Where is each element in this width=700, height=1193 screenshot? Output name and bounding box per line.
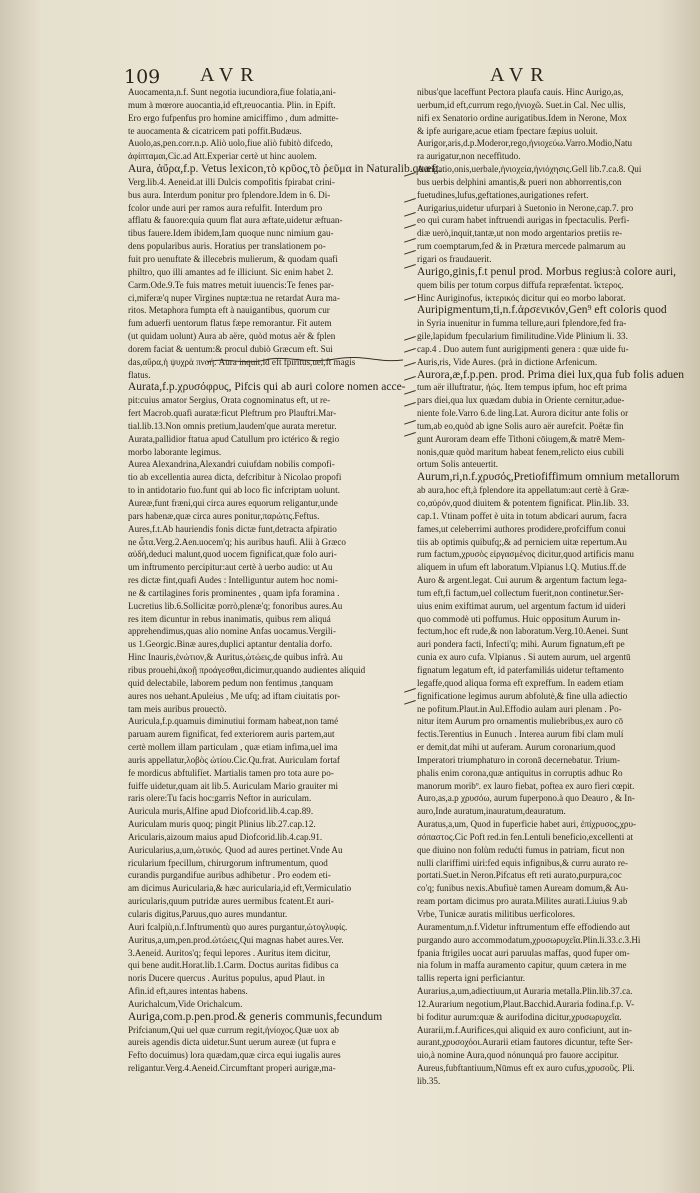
text-line: ne & cartilagines foris prominentes , quam ipfa foramina .	[128, 587, 340, 598]
text-line: aures nos uehant.Apuleius , Me ufq; ad iftam ciuitatis por-	[128, 690, 341, 701]
text-line: Vrbe, Tunicæ auratis militibus uerficolores.	[417, 909, 576, 919]
text-line: dens popularibus auris. Horatius per translationem po-	[128, 241, 326, 252]
text-line: tum aër illuftratur, ἠώς. Item tempus ipfum, hoc eft prima	[417, 382, 627, 393]
margin-mark	[402, 396, 416, 406]
text-line: us 1.Georgic.Binæ aures,duplici aptantur dentalia dorfo.	[128, 639, 333, 650]
text-line: Auro & argent.legat. Cui aurum & argentum factum lega-	[417, 575, 627, 586]
margin-mark	[402, 384, 416, 394]
text-line: fe mordicus abftulifíet. Martialis tamen pro tota aure po-	[128, 767, 334, 778]
margin-mark	[402, 232, 416, 242]
text-line: eo qui curam habet inftruendi aurigas in fpectaculis. Perfi-	[417, 215, 630, 226]
text-line: Aureus,fubftantiuum,Nūmus eft ex auro cufus,χρυσοῦς. Pli.	[417, 1063, 635, 1074]
text-line: Lucretius lib.6.Sollicitæ porrò,plenæ'q; fonoribus aures.Au	[128, 600, 343, 611]
margin-mark	[402, 290, 416, 300]
text-line: Aurora,æ,f.p.pen. prod. Prima diei lux,qua fub folis aduen	[417, 368, 684, 381]
text-line: noris Ducere quercus . Auritus populus, apud Plaut. in	[128, 973, 325, 984]
text-line: ne ὦτα.Verg.2.Aen.uocem'q; his auribus haufi. Alii à Græco	[128, 536, 346, 547]
text-line: cap.1. Vtinam poffet è uita in totum abdicari aurum, facra	[417, 510, 627, 521]
text-line: ne pofitum.Plaut.in Aul.Effodio aulam auri plenam . Po-	[417, 703, 622, 714]
text-line: quid delectabile, laborem pedum non fentimus ,tanquam	[128, 677, 334, 688]
handwritten-annotation	[205, 356, 405, 366]
text-line: phalis enim corona,quæ antiquitus in corruptis adhuc Ro	[417, 767, 623, 778]
margin-annotation-marks	[403, 86, 415, 1166]
text-line: er demit,dat mihi ut auferam. Aurum coronarium,quod	[417, 742, 616, 753]
text-line: & ipfe aurigare,acue etiam fpectare fæpius uoluit.	[417, 125, 598, 136]
text-line: Hinc Inauris,ἐνώτιον,& Auritus,ὠτώεις,de quibus infrà. Au	[128, 652, 343, 663]
text-line: auricularis,quum putridæ aures uermibus fcatent.Et auri-	[128, 896, 334, 907]
margin-mark	[402, 258, 416, 268]
text-line: am dicimus Auricularia,& hæc auricularia,id eft,Vermiculatio	[128, 883, 352, 894]
text-line: aurant,χρυσοχόοι.Aurarii etiam fautores dicuntur, tefte Ser-	[417, 1037, 633, 1048]
text-line: Verg.lib.4. Aeneid.at illi Dulcis compofitis fpirabat crini-	[128, 176, 335, 187]
text-line: que diuino non folùm redućti fumus in patriam, ficut non	[417, 844, 625, 855]
text-line: 3.Aeneid. Auritos'q; fequi lepores . Auritus item dicitur,	[128, 947, 331, 958]
text-line: nitur item Aurum pro ornamentis muliebribus,ex auro cō	[417, 716, 624, 727]
text-line: Aurarius,a,um,adiectiuum,ut Auraria metalla.Plin.lib.37.ca.	[417, 986, 633, 997]
text-line: bi foditur aurum:quæ & aurifodina dicitur,χρυσωρυχεῖα.	[417, 1011, 622, 1022]
text-line: fignatum legatum eft, id paterfamiliás uidetur teftamento	[417, 664, 624, 675]
text-line: flatus.	[128, 369, 151, 380]
text-line: fames,ut celeberrimi authores prodidere,profciffum conui	[417, 523, 626, 534]
text-line: Auramentum,n.f.Videtur inftrumentum effe effodiendo aut	[417, 921, 631, 932]
text-line: ab aura,hoc eft,à fplendore ita appellatum:aut certè à Græ-	[417, 485, 630, 496]
margin-mark	[402, 682, 416, 692]
text-line: Auolo,as,pen.corr.n.p. Aliò uolo,fiue aliò fubitò difcedo,	[128, 138, 333, 149]
text-line: Auripigmentum,ti,n.f.ἀρσενικόν,Gen⁹ eft coloris quod	[417, 304, 667, 317]
text-line: Aura, ἀὔρα,f.p. Vetus lexicon,τὸ κρῦος,τὸ ῥεῦμα in Naturalib.quæft.	[128, 163, 442, 176]
text-line: Aurum,ri,n.f.χρυσός,Pretiofiffimum omnium metallorum	[417, 471, 680, 484]
text-line: Aurigor,aris,d.p.Moderor,rego,ἡνιοχεύω.Varro.Modio,Natu	[417, 138, 633, 149]
text-line: Auritus,a,um,pen.prod.ὠτώεις,Qui magnas habet aures.Ver.	[128, 934, 344, 945]
text-line: uio,à nomine Aura,quod nónunquá pro fauore accipitur.	[417, 1050, 619, 1061]
text-line: nia folum in maffa auramento capitur, quum cætera in me	[417, 960, 627, 971]
text-line: Hinc Auriginofus, ἰκτερικός dicitur qui eo morbo laborat.	[417, 292, 626, 303]
text-line: (ut quidam uolunt) Aura ab aëre, quòd motus aër & fplen	[128, 331, 336, 342]
text-line: auris appellatur,λοβὸς ὠτίου.Cic.Qu.frat. Auriculam fortaf	[128, 754, 340, 765]
text-line: raris olere:Tu facis hoc:garris Neftor in auriculam.	[128, 793, 312, 804]
text-line: Fefto docuimus) lora quædam,quæ circa equi iugalis aures	[128, 1050, 341, 1061]
text-line: Auricularius,a,um,ὠτικός. Quod ad aures pertinet.Vnde Au	[128, 844, 343, 855]
text-line: tial.lib.13.Non omnis pretium,laudem'que aurata meretur.	[128, 420, 337, 431]
text-line: tum,ab eo,quòd ab igne Solis auro aër aurefcit. Poëtæ fin	[417, 420, 624, 431]
text-line: philtro, quo illi amantes ad fe illiciunt. Sic enim habet 2.	[128, 266, 334, 277]
margin-mark	[402, 414, 416, 424]
text-line: morbo laborante legimus.	[128, 446, 222, 457]
text-line: Aurigo,ginis,f.t penul prod. Morbus regius:à colore auri,	[417, 265, 677, 278]
text-line: auri pondera facti, Infecti'q; mihi. Aurum fignatum,eft pe	[417, 639, 625, 650]
right-running-head: AVR	[490, 64, 551, 86]
text-line: Auris,ris, Vide Aures. (prà in dictione Arfenicum.	[417, 356, 598, 367]
margin-mark	[402, 370, 416, 380]
text-line: purgando auro accommodatum,χρυσωρυχεῖα.Plin.li.33.c.3.Hi	[417, 934, 641, 945]
text-line: niente fole.Varro 6.de ling.Lat. Aurora dicitur ante folis or	[417, 408, 629, 419]
text-line: um inftrumento percipitur:aut certè à uerbo audio: ut Au	[128, 562, 333, 573]
text-line: aliquem in ufum eft laboratum.Vlpianus l.Q. Mutius.ff.de	[417, 562, 627, 573]
text-line: quo commodè uti poffumus. Huic oppositum Aurum in-	[417, 613, 621, 624]
text-line: gile,lapidum fpecularium fimilitudine.Vide Plinium li. 33.	[417, 331, 628, 342]
text-line: aureis agendis dicta uidetur.Sunt uerum aureæ (ut fupra e	[128, 1037, 336, 1048]
text-line: nulli clariffimi uiri:fed equis infignibus,& curru aurato re-	[417, 857, 628, 868]
page-number: 109	[124, 66, 161, 88]
text-line: Auro,as,a.p χρυσόω, aurum fuperpono.à quo Deauro , & In-	[417, 793, 635, 804]
margin-mark	[402, 166, 416, 176]
text-line: Auratus,a,um, Quod in fuperficie habet auri, ἐπίχρυσος,χρυ-	[417, 819, 636, 830]
text-line: gunt Auroram deam effe Tithoni cōiugem,& matrē Mem-	[417, 433, 625, 444]
text-line: rum factum,χρυσὸς εἰργασμένος dicitur,quod artificis manu	[417, 549, 634, 560]
text-line: Aurichalcum,Vide Orichalcum.	[128, 998, 243, 1009]
text-line: pars habenæ,quæ circa aures ponitur,παρώτις.Feftus.	[128, 510, 320, 521]
text-line: portati.Suet.in Neron.Pifcatus eft reti aurato,purpura,coc	[417, 870, 622, 881]
text-line: fcolor unde auri per ramos aura refulfit. Interdum pro	[128, 202, 323, 213]
text-line: apprehendimus,quas alio nomine Anfas uocamus.Vergili-	[128, 626, 336, 637]
text-line: co,αὐρόν,quod diuitem & potentem fignificat. Plin.lib. 33.	[417, 498, 629, 508]
margin-mark	[402, 426, 416, 436]
text-line: Imperatori triumphaturo in coronā decernebatur. Trium-	[417, 754, 621, 765]
text-line: Afin.id eft,aures intentas habens.	[128, 986, 248, 997]
text-line: res item dicuntur in rebus inanimatis, quibus rem aliquá	[128, 613, 331, 624]
text-line: mum à mœrore auocantia,id eft,reuocantia. Plin. in Epift.	[128, 99, 336, 110]
text-line: Auocamenta,n.f. Sunt negotia iucundiora,fiue folatia,ani-	[128, 87, 336, 97]
text-line: ream portam dicimus pro aurata.Milites aurati.Liuius 9.ab	[417, 896, 628, 907]
text-line: cunia ex auro cufa. Vlpianus . Si autem aurum, uel argentū	[417, 652, 631, 663]
text-line: uius enim exiftimat aurum, uel argentum factum id uideri	[417, 600, 626, 611]
text-line: fuiffe uidetur,quam ait lib.5. Auriculam Mario grauiter mi	[128, 780, 339, 791]
text-line: tio ab excellentia aurea dicta, defcribitur à Nicolao propofi	[128, 472, 342, 483]
text-line: fuetudines,lufus,geftationes,aurigationes refert.	[417, 189, 589, 200]
text-line: tum eft,fi factum,uel collectum fuerit,non continetur.Ser-	[417, 587, 624, 598]
text-line: bus uerbis delphini amantis,& pueri non abhorrentis,con	[417, 176, 622, 187]
text-line: ἀφίπταμαι,Cic.ad Att.Experiar certè ut hinc auolem.	[128, 151, 317, 162]
text-line: Auriga,com.p.pen.prod.& generis communis,fecundum	[128, 1010, 383, 1023]
text-line: tam meis auribus prouectò.	[128, 703, 227, 714]
text-line: Aurigarius,uidetur ufurpari à Suetonio in Nerone,cap.7. pro	[417, 202, 634, 213]
text-line: cap.4 . Duo autem funt aurigipmenti genera : quæ uide fu-	[417, 343, 629, 354]
margin-mark	[402, 218, 416, 228]
text-line: Aurea Alexandrina,Alexandri cuiufdam nobilis compofi-	[128, 459, 335, 470]
left-running-head: AVR	[200, 64, 261, 86]
text-line: legaffe,quod aliqua forma eft expreffum. In eadem etiam	[417, 677, 624, 688]
text-line: αὐδή,deduci malunt,quod uocem fignificat,quæ folo auri-	[128, 549, 337, 560]
text-line: pit:cuius amator Sergius, Orata cognominatus eft, ut re-	[128, 395, 331, 406]
margin-mark	[402, 694, 416, 704]
text-line: certè mollem illam particulam , quæ etiam infima,uel ima	[128, 742, 338, 753]
text-line: diæ uerò,inquit,tantæ,ut non modo argentarios pretiis re-	[417, 228, 623, 239]
text-line: tallis reperta igni perficiantur.	[417, 973, 526, 984]
text-line: nibus'que laceffunt Pectora plaufa cauis. Hinc Aurigo,as,	[417, 87, 624, 97]
text-line: Prifcianum,Qui uel quæ currum regit,ἡνίοχος.Quæ uox ab	[128, 1024, 339, 1035]
text-line: pars diei,qua lux quædam dubia in Oriente cernitur,adue-	[417, 395, 625, 406]
text-line: curandis purgandifue auribus adhibetur . Pro eodem eti-	[128, 870, 331, 881]
text-line: rum coemptarum,fed & in Prætura mercede palmarum au	[417, 241, 626, 252]
right-column	[417, 86, 689, 1166]
text-line: Auricula,f.p.quamuis diminutiui formam habeat,non tamé	[128, 716, 339, 727]
text-line: Carm.Ode.9.Te fuis matres metuit iuuencis:Te fenes par-	[128, 279, 334, 290]
text-line: paruam aurem fignificat, fed exteriorem auris partem,aut	[128, 729, 335, 740]
text-line: lib.35.	[417, 1075, 441, 1086]
text-line: quem bilis per totum corpus diffufa repræfentat. ἴκτερος.	[417, 279, 624, 290]
text-line: fuit pro uenuftate & illecebris mulierum, & quodam quafi	[128, 253, 338, 264]
text-line: Aures,f.t.Ab hauriendis fonis dictæ funt,detracta afpiratio	[128, 523, 337, 534]
text-line: Ero ergo fufpenfus pro homine amiciffimo , dum admitte-	[128, 112, 339, 123]
text-line: bus aura. Interdum ponitur pro fplendore.Idem in 6. Di-	[128, 189, 331, 200]
text-line: uerbum,id eft,currum rego,ἡνιοχῶ. Suet.in Cal. Nec ullis,	[417, 99, 626, 110]
text-line: Aurarii,m.f.Aurifices,qui aliquid ex auro conficiunt, aut in-	[417, 1024, 632, 1035]
text-line: fert Macrob.quafi auratæ:ficut Pleftrum pro Plauftri.Mar-	[128, 408, 337, 419]
text-line: das,αὔρα,ἡ ψυχρὰ πνοή. Aura inquit,id eft fpiritus,uel,ft magis	[128, 356, 356, 367]
text-line: manorum moribº. ex lauro fiebat, poftea ex auro fieri cœpit.	[417, 780, 635, 791]
margin-mark	[402, 342, 416, 352]
text-line: to in antidotario fuo.funt qui ab loco fic infcriptam uolunt.	[128, 485, 340, 496]
text-line: Aureæ,funt fræni,qui circa aures equorum religantur,unde	[128, 498, 338, 508]
text-line: fignificatione legimus aurum abfolutè,& fine ulla adiectio	[417, 690, 628, 701]
text-line: Auri fcalpiù,n.f.Inftrumentù quo aures purgantur,ὠτογλυφίς.	[128, 921, 348, 932]
text-line: Aurigatio,onis,uerbale,ἡνιοχεία,ἡνιόχησις.Gell lib.7.ca.8. Qui	[417, 164, 642, 175]
text-line: fectum,hoc eft rude,& non laboratum.Verg.10.Aenei. Sunt	[417, 626, 629, 637]
text-line: fum aduerfi uentorum flatus fæpe remorantur. Fit autem	[128, 318, 332, 329]
text-line: co'q; funibus nexis.Abufiuè tamen Auream domum,& Au-	[417, 883, 629, 894]
margin-mark	[402, 206, 416, 216]
text-line: fpania ftrigiles uocat auri paruulas maffas, quod fuper om-	[417, 947, 630, 958]
text-line: dorem faciat & uentum:& procul dubiò Græcum eft. Sui	[128, 343, 333, 354]
text-line: qui bene audit.Horat.lib.1.Carm. Doctus auritas fidibus ca	[128, 960, 339, 971]
text-line: ci,miferæ'q nuper Virgines nuptæ:tua ne retardat Aura ma-	[128, 292, 340, 303]
text-line: ritos. Metaphora fumpta eft à nauigantibus, quorum cur	[128, 305, 330, 316]
text-line: Aurata,pallidior ftatua apud Catullum pro ictérico & regio	[128, 433, 340, 444]
text-line: ra aurigatur,non neceffitudo.	[417, 151, 521, 162]
margin-mark	[402, 244, 416, 254]
text-line: nifi ex Senatorio ordine aurigatibus.Idem in Nerone, Mox	[417, 112, 627, 123]
text-line: tibus fauere.Idem ibidem,Iam quoque nunc nimium gau-	[128, 228, 334, 239]
text-line: afflatu & fauore:quia quum flat aura æftate,uidetur æftuan-	[128, 215, 343, 226]
text-line: Auricula muris,Alfine apud Diofcorid.lib.4.cap.89.	[128, 806, 314, 817]
text-line: Aricularis,aizoum maius apud Diofcorid.lib.4.cap.91.	[128, 831, 323, 842]
text-line: nonis,quæ quòd maritum habeat fenem,relicto eius cubili	[417, 446, 625, 457]
text-line: res dictæ fint,quafi Audes : Intelliguntur autem hoc nomi-	[128, 575, 338, 586]
text-line: σόπαστος.Cic Poft red.in fen.Lentuli beneficio,excellenti at	[417, 831, 634, 842]
text-line: tiis ab optimis quibufq;,& ad perniciem uitæ repertum.Au	[417, 536, 627, 547]
margin-mark	[402, 330, 416, 340]
text-line: ribus prouehi,ἀκοῇ προάγεσθαι,dicimur,quando audientes aliquid	[128, 664, 366, 675]
text-line: te auocamenta & cicatricem pati poffit.Budæus.	[128, 125, 302, 136]
text-line: religantur.Verg.4.Aeneid.Circumftant properi aurigæ,ma-	[128, 1063, 336, 1074]
text-line: 12.Aurarium negotium,Plaut.Bacchid.Auraria fodina.f.p. V-	[417, 998, 635, 1009]
text-line: rigari os fraudauerit.	[417, 253, 492, 264]
text-line: Aurata,f.p.χρυσόφρυς, Pifcis qui ab auri colore nomen acce-	[128, 381, 406, 394]
text-line: auro,Inde auratum,inauratum,deauratum.	[417, 806, 566, 817]
text-line: fectis.Terentius in Eunuch . Interea aurum fibi clam mulí	[417, 729, 624, 740]
text-line: ortum Solis anteuertit.	[417, 459, 499, 470]
text-line: cularis digitus,Paruus,quo aures mundantur.	[128, 909, 288, 919]
text-line: in Syria inuenitur in fumma tellure,auri fplendore,fed fra-	[417, 318, 627, 329]
margin-mark	[402, 192, 416, 202]
text-line: Auriculam muris quoq; pingit Plinius lib.27.cap.12.	[128, 819, 316, 830]
text-line: ricularium fpecillum, chirurgorum inftrumentum, quod	[128, 857, 328, 868]
